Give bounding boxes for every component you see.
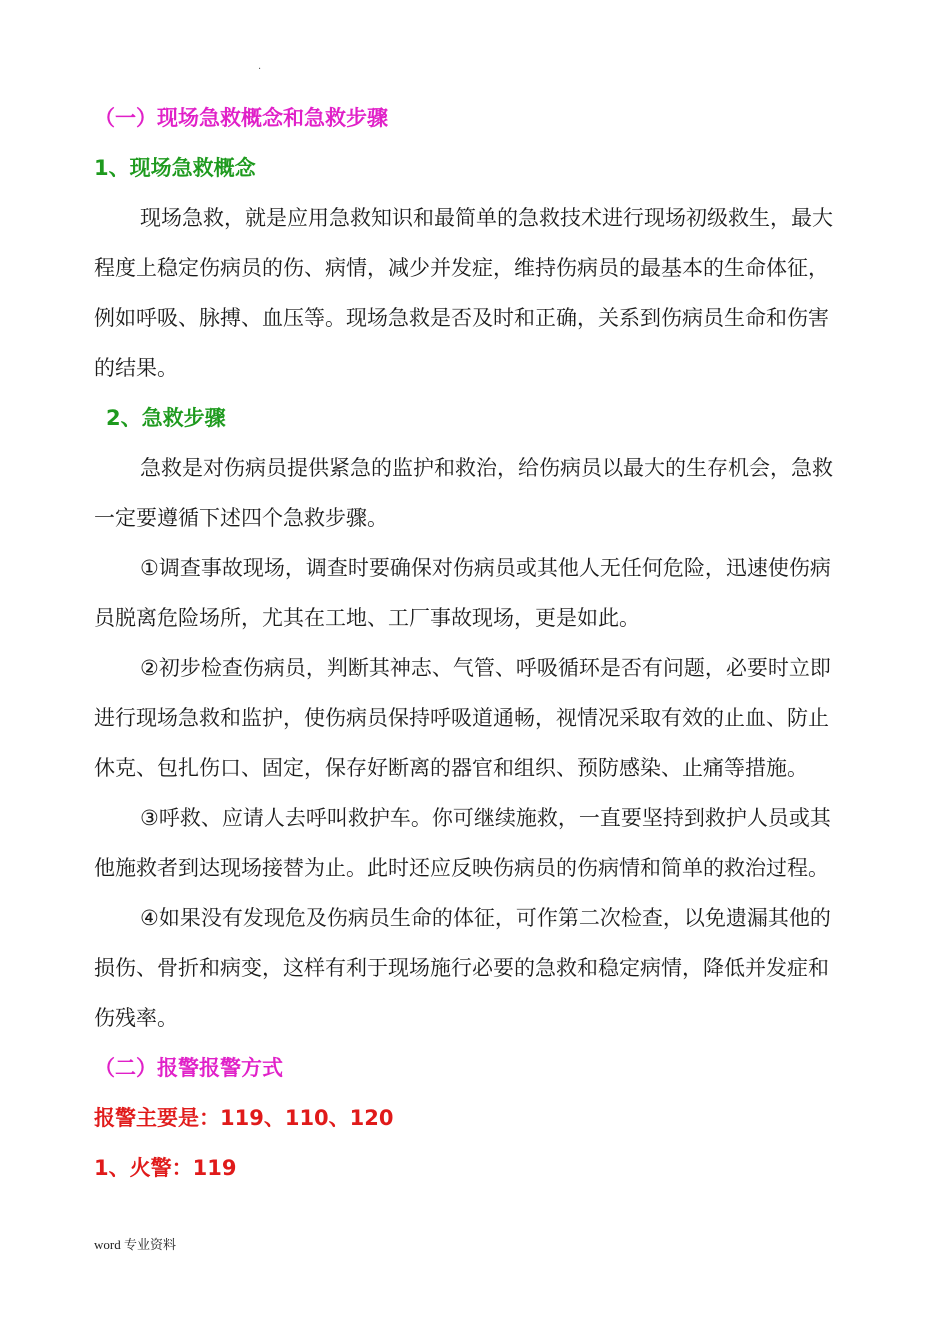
- step-2-line: 进行现场急救和监护，使伤病员保持呼吸道通畅，视情况采取有效的止血、防止: [94, 706, 829, 730]
- step-4-line: 损伤、骨折和病变，这样有利于现场施行必要的急救和稳定病情，降低并发症和: [94, 956, 829, 980]
- paragraph-line: 现场急救，就是应用急救知识和最简单的急救技术进行现场初级救生，最大: [140, 206, 833, 230]
- step-1-line: ①调查事故现场，调查时要确保对伤病员或其他人无任何危险，迅速使伤病: [140, 556, 831, 580]
- step-4-line: ④如果没有发现危及伤病员生命的体征，可作第二次检查，以免遗漏其他的: [140, 906, 831, 930]
- paragraph-line: 一定要遵循下述四个急救步骤。: [94, 506, 388, 530]
- step-3-line: ③呼救、应请人去呼叫救护车。你可继续施救，一直要坚持到救护人员或其: [140, 806, 831, 830]
- alarm-numbers: 报警主要是：119、110、120: [94, 1106, 394, 1130]
- paragraph-line: 急救是对伤病员提供紧急的监护和救治，给伤病员以最大的生存机会，急救: [140, 456, 833, 480]
- step-3-line: 他施救者到达现场接替为止。此时还应反映伤病员的伤病情和简单的救治过程。: [94, 856, 829, 880]
- page-footer: word 专业资料: [94, 1237, 176, 1252]
- paragraph-line: 程度上稳定伤病员的伤、病情，减少并发症，维持伤病员的最基本的生命体征，: [94, 256, 829, 280]
- step-2-line: 休克、包扎伤口、固定，保存好断离的器官和组织、预防感染、止痛等措施。: [94, 756, 808, 780]
- step-4-line: 伤残率。: [94, 1006, 178, 1030]
- document-body: [94, 93, 884, 1193]
- subsection-2-title: 2、急救步骤: [106, 406, 226, 430]
- fire-alarm-number: 1、火警：119: [94, 1156, 237, 1180]
- section-2-title: （二）报警报警方式: [94, 1056, 283, 1080]
- step-2-line: ②初步检查伤病员，判断其神志、气管、呼吸循环是否有问题，必要时立即: [140, 656, 831, 680]
- top-mark: .: [258, 61, 262, 72]
- step-1-line: 员脱离危险场所，尤其在工地、工厂事故现场，更是如此。: [94, 606, 640, 630]
- paragraph-line: 例如呼吸、脉搏、血压等。现场急救是否及时和正确，关系到伤病员生命和伤害: [94, 306, 829, 330]
- paragraph-line: 的结果。: [94, 356, 178, 380]
- section-1-title: （一）现场急救概念和急救步骤: [94, 106, 388, 130]
- subsection-1-title: 1、现场急救概念: [94, 156, 256, 180]
